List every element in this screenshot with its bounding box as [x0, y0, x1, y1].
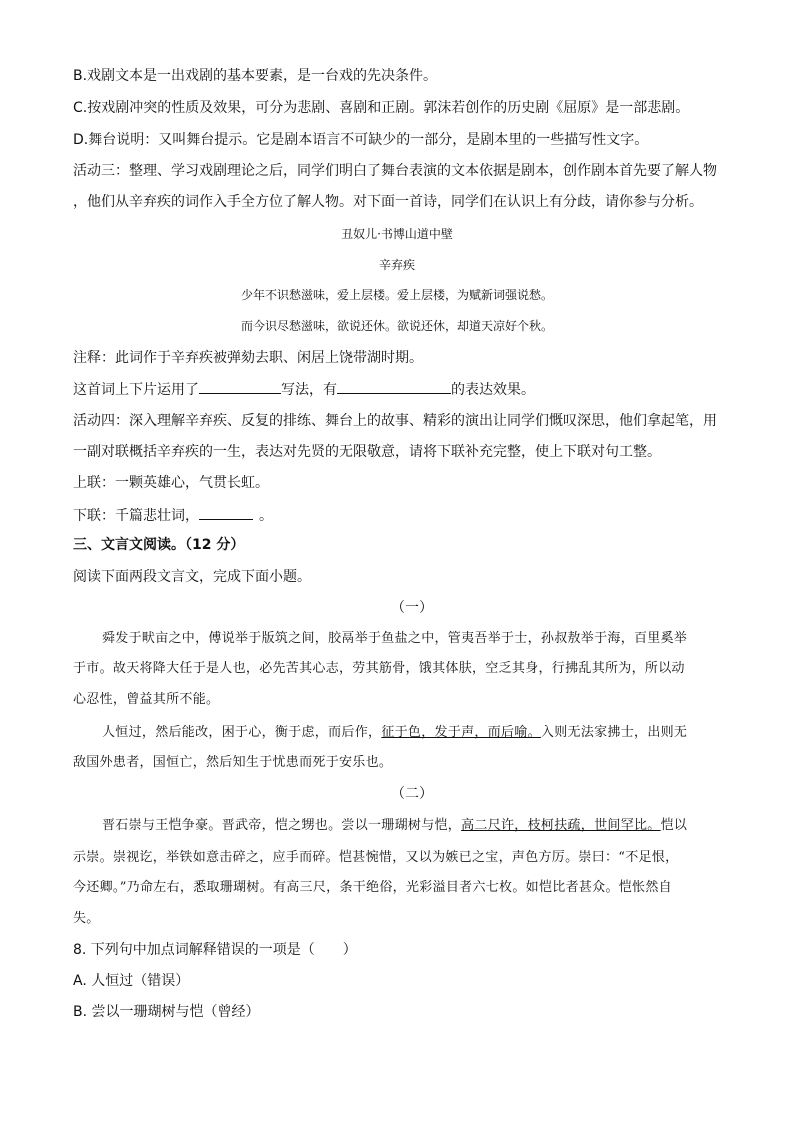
option-d: D.舞台说明：又叫舞台提示。它是剧本语言不可缺少的一部分，是剧本里的一些描写性文字。: [73, 132, 649, 148]
passage1-p1-line1: 舜发于畎亩之中，傅说举于版筑之间，胶鬲举于鱼盐之中，管夷吾举于士，孙叔敖举于海，百里奚举: [102, 631, 688, 646]
passage2-line2: 示崇。崇视讫，举铁如意击碎之，应手而碎。恺甚惋惜，又以为嫉已之宝，声色方厉。崇曰：“不足恨，: [73, 850, 679, 865]
poem-author: 辛弃疾: [378, 258, 415, 272]
couplet-lower-prefix: 下联：千篇悲壮词，: [73, 508, 199, 524]
couplet-lower-suffix: 。: [259, 508, 273, 524]
section3-heading: 三、文言文阅读。（12 分）: [73, 537, 245, 553]
activity3-line1: 活动三：整理、学习戏剧理论之后，同学们明白了舞台表演的文本依据是剧本，创作剧本首先要了解人物: [73, 163, 717, 179]
option-c: C.按戏剧冲突的性质及效果，可分为悲剧、喜剧和正剧。郭沫若创作的历史剧《屈原》是一部悲剧。: [73, 100, 690, 116]
fill-question-part2: 写法，有: [281, 382, 337, 398]
passage1-p2-text-a: 人恒过，然后能改，困于心，衡于虑，而后作，: [102, 725, 382, 740]
question8-option-a[interactable]: A. 人恒过（错误）: [73, 973, 190, 989]
couplet-answer-blank[interactable]: [199, 505, 253, 520]
couplet-upper: 上联：一颗英雄心，气贯长虹。: [73, 475, 269, 491]
question8-option-b[interactable]: B. 尝以一珊瑚树与恺（曾经）: [73, 1004, 260, 1020]
passage1-p2-underlined: 征于色，发于声，而后喻。: [381, 725, 541, 740]
passage2-line4: 失。: [73, 911, 100, 926]
option-b: B.戏剧文本是一出戏剧的基本要素，是一台戏的先决条件。: [73, 68, 438, 84]
activity4-line2: 一副对联概括辛弃疾的一生，表达对先贤的无限敬意，请将下联补充完整，使上下联对句工整。: [73, 444, 661, 460]
question8-stem: 8. 下列句中加点词解释错误的一项是（ ）: [73, 942, 357, 958]
passage1-p1-line2: 于市。故天将降大任于是人也，必先苦其心志，劳其筋骨，饿其体肤，空乏其身，行拂乱其所为，所以动: [73, 661, 685, 676]
poem-note: 注释：此词作于辛弃疾被弹劾去职、闲居上饶带湖时期。: [73, 350, 423, 366]
passage1-p2-line2: 敌国外患者，国恒亡，然后知生于忧患而死于安乐也。: [73, 755, 393, 770]
passage1-p1-line3: 心忍性，曾益其所不能。: [73, 692, 220, 707]
poem-line2: 而今识尽愁滋味，欲说还休。欲说还休，却道天凉好个秋。: [240, 319, 553, 333]
passage2-underlined: 高二尺许，枝柯扶疏，世间罕比。: [461, 818, 661, 833]
passage2-line3: 今还卿。”乃命左右，悉取珊瑚树。有高三尺，条干绝俗，光彩溢目者六七枚。如恺比者甚众。恺怅然自: [73, 880, 672, 895]
answer-blank-1[interactable]: [199, 379, 281, 394]
fill-question-part3: 的表达效果。: [451, 382, 535, 398]
fill-question: [73, 379, 535, 400]
couplet-lower: [73, 505, 273, 526]
passage2-line1: [102, 816, 687, 836]
passage1-p2-text-b: 入则无法家拂士，出则无: [540, 725, 688, 740]
poem-title: 丑奴儿·书博山道中壁: [341, 227, 453, 241]
passage1-p2-line1: [102, 723, 687, 743]
section3-instruction: 阅读下面两段文言文，完成下面小题。: [73, 569, 311, 585]
passage1-label: （一）: [391, 600, 433, 616]
activity4-line1: 活动四：深入理解辛弃疾、反复的排练、舞台上的故事、精彩的演出让同学们慨叹深思，他们拿起笔，用: [73, 413, 717, 429]
passage2-text-b: 恺以: [660, 818, 688, 833]
activity3-line2: ，他们从辛弃疾的词作入手全方位了解人物。对下面一首诗，同学们在认识上有分歧，请你参与分析。: [73, 194, 703, 210]
answer-blank-2[interactable]: [337, 379, 451, 394]
passage2-text-a: 晋石崇与王恺争豪。晋武帝，恺之甥也。尝以一珊瑚树与恺，: [102, 818, 462, 833]
passage2-label: （二）: [391, 786, 433, 802]
fill-question-part1: 这首词上下片运用了: [73, 382, 199, 398]
poem-line1: 少年不识愁滋味，爱上层楼。爱上层楼，为赋新词强说愁。: [240, 288, 553, 302]
